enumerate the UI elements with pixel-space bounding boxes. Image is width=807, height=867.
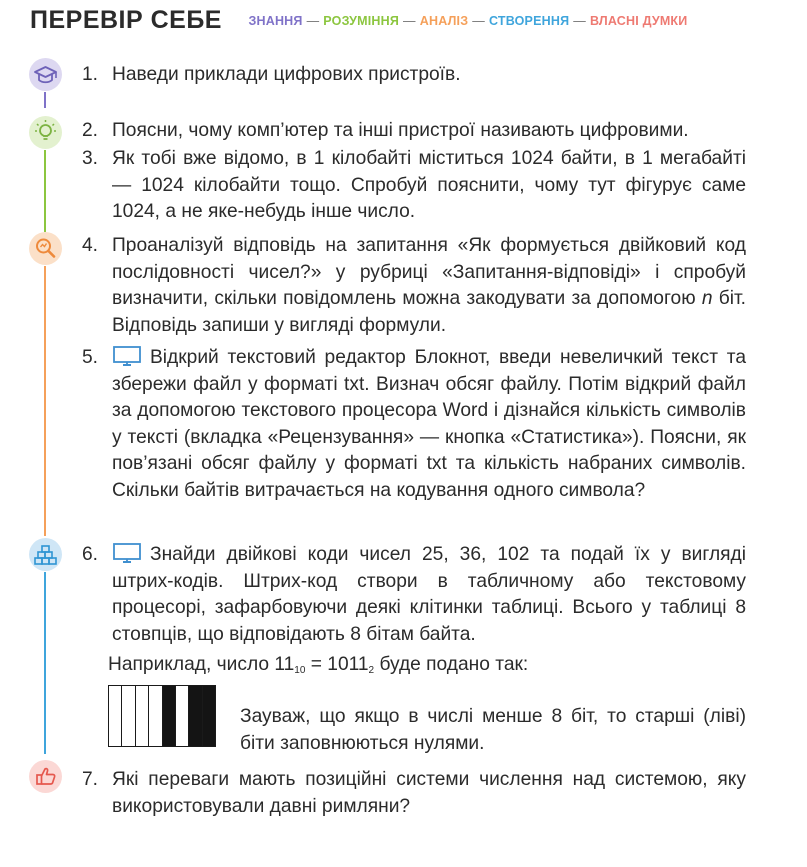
example-text: Наприклад, число 11 [108,654,295,675]
task-text: Поясни, чому комп’ютер та інші пристрої називають цифровими. [112,120,689,141]
task-text: Відкрий текстовий редактор Блокнот, введи невеличкий текст та збережи файл у форматі txt. Визнач обсяг файлу. Потім відкрий файл за допомогою текстового процесора Word і дізнайся кількість символів у тексті (вкладка «Рецензування» — кнопка «Статистика»). Поясни, як пов’язані обсяг файлу у форматі txt та кількість набраних символів. Скільки байтів витрачається на кодування одного символа? [112,347,746,501]
task-number: 5. [82,347,99,368]
example-subscript: 10 [294,665,306,676]
barcode-cell [109,686,121,746]
task-text-block [112,345,746,504]
task-text: Які переваги мають позиційні системи числення над системою, яку використовували давні римляни? [112,769,746,817]
task-6 [82,542,746,648]
task-text-block [112,542,746,648]
understanding-line [44,150,46,232]
example-subscript: 2 [368,665,375,676]
task-number: 3. [82,148,99,169]
barcode-cell [188,686,201,746]
level-separator: — [403,13,416,28]
barcode-cell [175,686,188,746]
blocks-icon [29,538,62,571]
task-1 [82,62,746,89]
barcode-table [108,685,216,747]
level-understanding: РОЗУМІННЯ [323,13,400,28]
level-knowledge: ЗНАННЯ [248,13,303,28]
barcode-cell [162,686,175,746]
task-text: Наведи приклади цифрових пристроїв. [112,64,461,85]
task-text: Знайди двійкові коди чисел 25, 36, 102 та подай їх у вигляді штрих-кодів. Штрих-код створи в табличному або текстовому процесорі, зафарбовуючи деякі клітинки таблиці. Всього у таблиці 8 стовпців, що відповідають 8 бітам байта. [112,544,746,645]
magnifier-icon [29,232,62,265]
task-text-variable: n [701,288,713,309]
level-separator: — [306,13,320,28]
analysis-line [44,266,46,536]
task-number: 6. [82,544,99,565]
level-separator: — [472,13,485,28]
thumbs-up-icon [29,760,62,793]
barcode-cell [202,686,215,746]
level-opinion: ВЛАСНІ ДУМКИ [589,13,688,28]
computer-monitor-icon [112,345,142,367]
task-number: 1. [82,64,99,85]
lightbulb-icon [29,116,62,149]
example-line [108,652,528,684]
task-text-part: біт. Відповідь запиши у вигляді формули. [112,288,746,336]
barcode-cell [148,686,161,746]
section-title: ПЕРЕВІР СЕБЕ [30,6,222,34]
example-text: буде подано так: [374,654,529,675]
level-separator: — [573,13,586,28]
task-3 [82,146,746,226]
computer-monitor-icon [112,542,142,564]
task-number: 4. [82,235,99,256]
barcode-cell [121,686,134,746]
task-number: 2. [82,120,99,141]
levels-legend [248,14,687,28]
task-7 [82,767,746,820]
task-2 [82,118,746,145]
barcode-cell [135,686,148,746]
level-analysis: АНАЛІЗ [419,13,469,28]
knowledge-line [44,92,46,108]
level-creation: СТВОРЕННЯ [488,13,570,28]
barcode-note: Зауваж, що якщо в числі менше 8 біт, то старші (ліві) біти заповнюються нулями. [240,706,746,754]
task-text: Як тобі вже відомо, в 1 кілобайті міститься 1024 байти, в 1 мегабайті — 1024 кілобайти тощо. Спробуй пояснити, чому тут фігурує саме 1024, а не яке-небудь інше число. [112,148,746,222]
task-4 [82,233,746,339]
task-number: 7. [82,769,99,790]
section-header [30,6,687,42]
task-5 [82,345,746,504]
example-text: = 1011 [305,654,369,675]
task-text-part: Проаналізуй відповідь на запитання «Як формується двійковий код послідовності чисел?» у рубриці «Запитання-відповіді» і спробуй визначити, скільки повідомлень можна закодувати за допомогою [112,235,746,309]
graduation-cap-icon [29,58,62,91]
task-text [112,233,746,339]
creation-line [44,572,46,754]
